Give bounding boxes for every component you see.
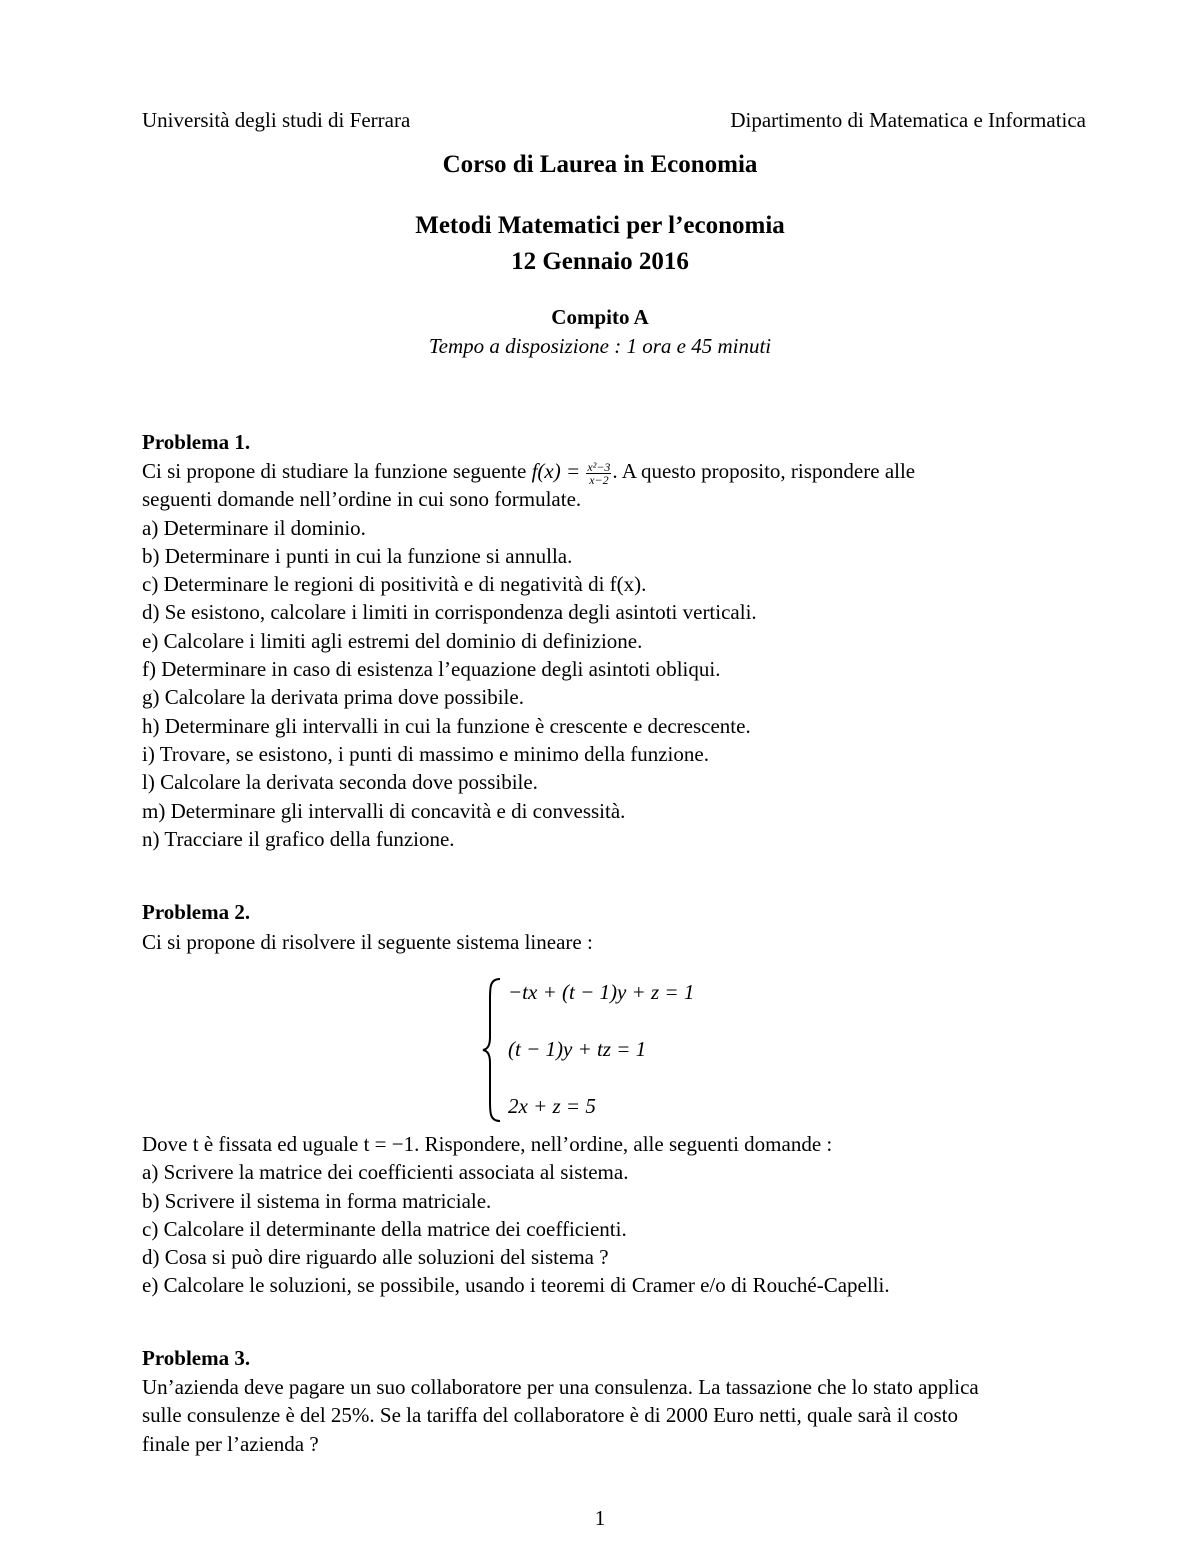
course-title: Corso di Laurea in Economia [442, 151, 758, 178]
problem-2-title: Problema 2. [142, 900, 251, 924]
subject-title: Metodi Matematici per l’economia [415, 212, 785, 239]
list-item: b) Determinare i punti in cui la funzione si annulla. [142, 543, 573, 568]
list-item: e) Calcolare le soluzioni, se possibile, usando i teoremi di Cramer e/o di Rouché-Capelli. [142, 1273, 890, 1298]
problem-2-body [142, 1130, 890, 1300]
list-item: l) Calcolare la derivata seconda dove possibile. [142, 770, 538, 795]
problem-3-line: sulle consulenze è del 25%. Se la tariffa del collaboratore è di 2000 Euro netti, quale sarà il costo [142, 1403, 958, 1428]
problem-3-body [142, 1373, 979, 1458]
time-allowed: Tempo a disposizione : 1 ora e 45 minuti [428, 334, 772, 358]
list-item: i) Trovare, se esistono, i punti di massimo e minimo della funzione. [142, 741, 709, 766]
problem-1-title: Problema 1. [142, 430, 251, 454]
list-item: h) Determinare gli intervalli in cui la funzione è crescente e decrescente. [142, 713, 751, 738]
list-item: b) Scrivere il sistema in forma matriciale. [142, 1188, 492, 1213]
problem-1-body [142, 457, 915, 853]
list-item: g) Calcolare la derivata prima dove possibile. [142, 685, 524, 710]
function-expression: f(x) = [531, 459, 586, 483]
problem-2-intro: Ci si propone di risolvere il seguente sistema lineare : [142, 930, 593, 954]
left-brace-icon [480, 975, 504, 1125]
list-item: d) Cosa si può dire riguardo alle soluzioni del sistema ? [142, 1245, 609, 1270]
list-item: d) Se esistono, calcolare i limiti in corrispondenza degli asintoti verticali. [142, 600, 757, 625]
problem-1-intro-line-2: seguenti domande nell’ordine in cui sono formulate. [142, 487, 582, 512]
list-item: f) Determinare in caso di esistenza l’equazione degli asintoti obliqui. [142, 657, 721, 682]
list-item: n) Tracciare il grafico della funzione. [142, 826, 455, 851]
list-item: c) Calcolare il determinante della matrice dei coefficienti. [142, 1216, 627, 1241]
problem-1-intro-line: Ci si propone di studiare la funzione seguente f(x) = $\frac{\text{x²−3}}{x-2}$ . A questo proposito, rispondere alle [142, 459, 916, 487]
department-name: Dipartimento di Matematica e Informatica [730, 108, 1086, 132]
equation-2: (t − 1)y + tz = 1 [508, 1037, 647, 1061]
problem-3-line: finale per l’azienda ? [142, 1431, 319, 1456]
problem-3-title: Problema 3. [142, 1346, 251, 1370]
list-item: c) Determinare le regioni di positività e di negatività di f(x). [142, 572, 647, 597]
exam-date: 12 Gennaio 2016 [511, 248, 689, 275]
exam-version: Compito A [551, 305, 649, 329]
equation-3: 2x + z = 5 [508, 1094, 596, 1118]
page-number: 1 [594, 1506, 606, 1530]
problem-2-condition: Dove t è fissata ed uguale t = −1. Rispondere, nell’ordine, alle seguenti domande : [142, 1132, 833, 1156]
university-name: Università degli studi di Ferrara [142, 108, 411, 132]
linear-system [480, 975, 800, 1125]
list-item: e) Calcolare i limiti agli estremi del dominio di definizione. [142, 628, 643, 653]
problem-3-line: Un’azienda deve pagare un suo collaboratore per una consulenza. La tassazione che lo stato applica [142, 1375, 979, 1399]
function-fraction: $\frac{\text{x²−3}}{x-2}$ [587, 459, 611, 487]
list-item: a) Determinare il dominio. [142, 515, 366, 540]
list-item: a) Scrivere la matrice dei coefficienti associata al sistema. [142, 1160, 629, 1185]
list-item: m) Determinare gli intervalli di concavità e di convessità. [142, 798, 626, 823]
equation-1: −tx + (t − 1)y + z = 1 [508, 980, 695, 1004]
